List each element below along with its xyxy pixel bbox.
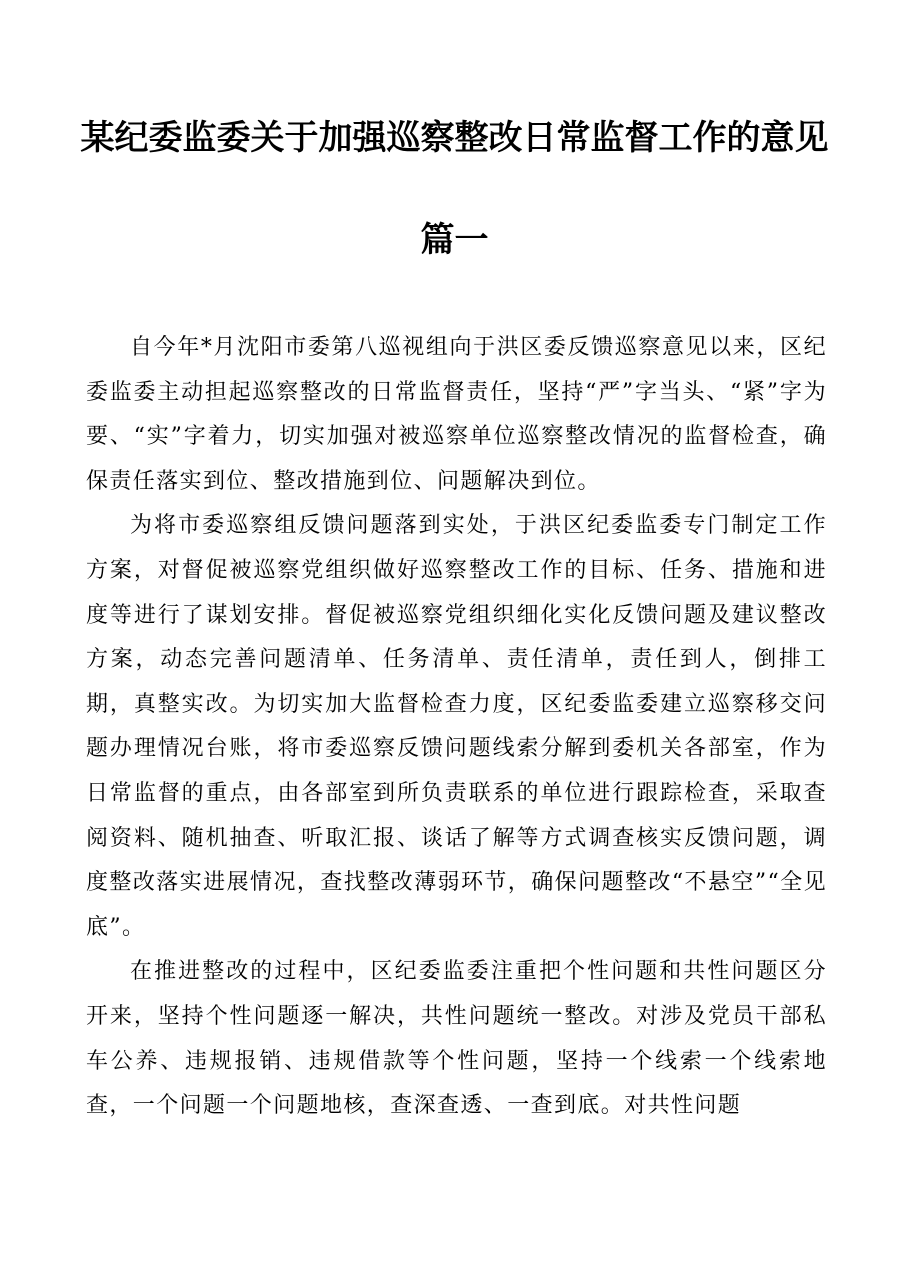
paragraph-2: 为将市委巡察组反馈问题落到实处，于洪区纪委监委专门制定工作方案，对督促被巡察党组织做好巡察整改工作的目标、任务、措施和进度等进行了谋划安排。督促被巡察党组织细化实化反馈问题及建议整改方案，动态完善问题清单、任务清单、责任清单，责任到人，倒排工期，真整实改。为切实加大监督检查力度，区纪委监委建立巡察移交问题办理情况台账，将市委巡察反馈问题线索分解到委机关各部室，作为日常监督的重点，由各部室到所负责联系的单位进行跟踪检查，采取查阅资料、随机抽查、听取汇报、谈话了解等方式调查核实反馈问题，调度整改落实进展情况，查找整改薄弱环节，确保问题整改“不悬空”“全见底”。 (86, 513, 827, 940)
document-subtitle: 篇一 (420, 220, 489, 260)
paragraph-3: 在推进整改的过程中，区纪委监委注重把个性问题和共性问题区分开来，坚持个性问题逐一解决，共性问题统一整改。对涉及党员干部私车公养、违规报销、违规借款等个性问题，坚持一个线索一个线索地查，一个问题一个问题地核，查深查透、一查到底。对共性问题 (86, 959, 827, 1119)
document-body (86, 326, 827, 1129)
paragraph-1: 自今年*月沈阳市委第八巡视组向于洪区委反馈巡察意见以来，区纪委监委主动担起巡察整改的日常监督责任，坚持“严”字当头、“紧”字为要、“实”字着力，切实加强对被巡察单位巡察整改情况的监督检查，确保责任落实到位、整改措施到位、问题解决到位。 (86, 335, 827, 494)
document-title: 某纪委监委关于加强巡察整改日常监督工作的意见 (80, 118, 829, 158)
